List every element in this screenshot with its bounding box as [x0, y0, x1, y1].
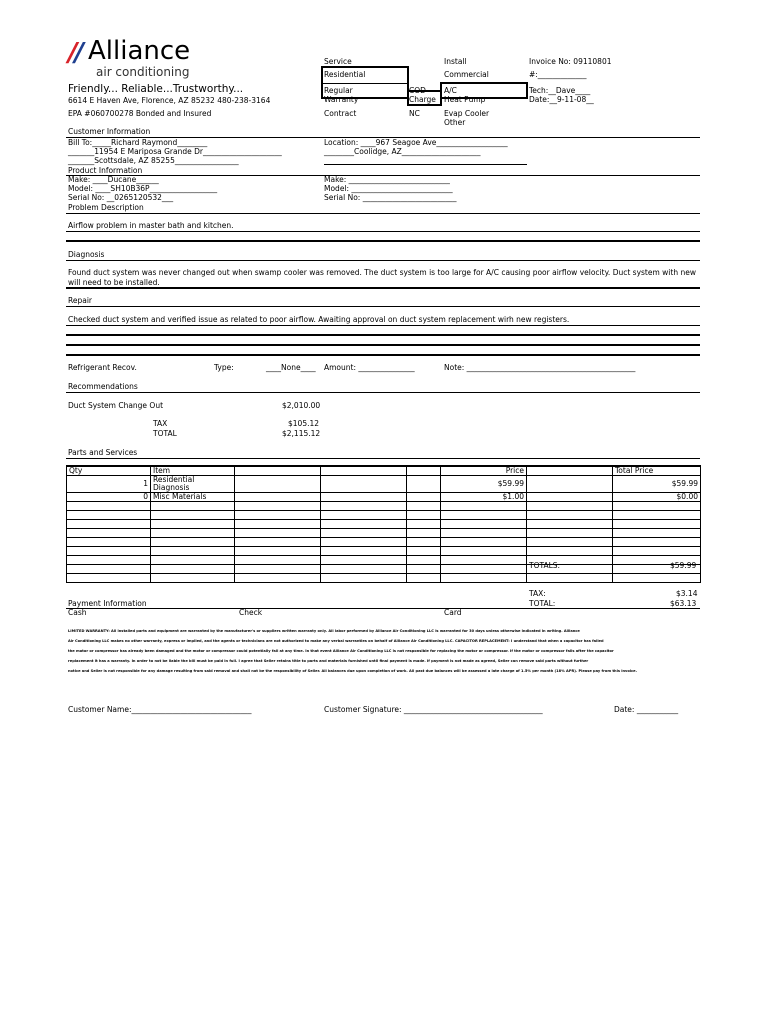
- table-row: [67, 529, 701, 538]
- parts-empty-cell: [527, 476, 613, 493]
- parts-empty-cell: [67, 538, 151, 547]
- parts-empty-cell: [67, 520, 151, 529]
- repair-text: Checked duct system and verified issue as related to poor airflow. Awaiting approval on duct system replacement wirh new registers.: [68, 315, 570, 324]
- parts-empty-cell: [151, 502, 235, 511]
- tech-field: Tech:__Dave____: [529, 86, 591, 95]
- divider: [66, 608, 700, 609]
- signature-date-field[interactable]: Date: ___________: [614, 705, 679, 714]
- invoice-number: Invoice No: 09110801: [529, 57, 612, 66]
- divider: [66, 458, 700, 459]
- parts-empty-cell: [527, 547, 613, 556]
- parts-empty-cell: [613, 538, 701, 547]
- parts-empty-cell: [151, 538, 235, 547]
- parts-total-cell: $59.99: [613, 476, 701, 493]
- payment-card[interactable]: Card: [444, 608, 462, 617]
- recommendation-total-label: TOTAL: [153, 429, 177, 438]
- parts-empty-cell: [441, 502, 527, 511]
- date-field: Date:__9-11-08__: [529, 95, 594, 104]
- diagnosis-heading: Diagnosis: [68, 250, 105, 259]
- parts-empty-cell: [67, 556, 151, 565]
- parts-empty-cell: [235, 520, 321, 529]
- model-field: Model: ____SH10B36P__________________: [68, 184, 218, 193]
- payment-cash[interactable]: Cash: [68, 608, 87, 617]
- parts-empty-cell: [613, 574, 701, 583]
- divider: [66, 260, 700, 261]
- parts-header-cell: [407, 466, 441, 476]
- parts-empty-cell: [321, 547, 407, 556]
- parts-empty-cell: [151, 547, 235, 556]
- make-field: Make: ____Ducane______: [68, 175, 159, 184]
- parts-empty-cell: [235, 493, 321, 502]
- parts-item-cell: Misc Materials: [151, 493, 235, 502]
- parts-empty-cell: [441, 511, 527, 520]
- payment-heading: Payment Information: [68, 599, 147, 608]
- parts-empty-cell: [527, 493, 613, 502]
- logo-slashes: //: [68, 38, 81, 68]
- refrigerant-type-label: Type:: [214, 363, 234, 372]
- divider: [66, 213, 700, 214]
- parts-empty-cell: [527, 538, 613, 547]
- serial2-field: Serial No: _________________________: [324, 193, 457, 202]
- parts-empty-cell: [321, 502, 407, 511]
- parts-header-cell: Price: [441, 466, 527, 476]
- problem-text: Airflow problem in master bath and kitchen.: [68, 221, 234, 230]
- nc-option[interactable]: NC: [409, 109, 420, 118]
- warranty-line5: notice and Seller is not responsible for any damage resulting from said removal and shall not be the responsibility of Seller. All balances due upon completion of work. All past due balances will be assessed a late charge of 1.5% per month (18% APR). Please pay from this invoice.: [68, 669, 637, 673]
- table-row: [67, 520, 701, 529]
- location-field: Location: ____967 Seagoe Ave___________________: [324, 138, 508, 147]
- parts-empty-cell: [407, 538, 441, 547]
- parts-empty-cell: [67, 574, 151, 583]
- parts-empty-cell: [407, 493, 441, 502]
- parts-empty-cell: [613, 520, 701, 529]
- table-row: [67, 574, 701, 583]
- parts-qty-cell: 0: [67, 493, 151, 502]
- diagnosis-line2: will need to be installed.: [68, 278, 160, 287]
- totals-label: TOTALS:: [529, 561, 561, 570]
- company-name: Alliance: [88, 36, 191, 66]
- parts-empty-cell: [613, 511, 701, 520]
- line: [66, 344, 700, 346]
- parts-empty-cell: [441, 538, 527, 547]
- parts-empty-cell: [67, 511, 151, 520]
- recommendation-item: Duct System Change Out: [68, 401, 164, 410]
- parts-empty-cell: [527, 502, 613, 511]
- parts-header-cell: Qty: [67, 466, 151, 476]
- parts-empty-cell: [151, 511, 235, 520]
- problem-heading: Problem Description: [68, 203, 144, 212]
- line: [66, 231, 700, 232]
- parts-header-cell: [321, 466, 407, 476]
- warranty-line4: replacement it has a warranty. In order to not be liable the bill must be paid in full. I agree that Seller retains title to parts and materials furnished until final payment is made. If payment is not made as agreed, Seller can remove said parts without further: [68, 659, 589, 663]
- parts-empty-cell: [407, 511, 441, 520]
- parts-empty-cell: [441, 565, 527, 574]
- evap-cooler-option[interactable]: Evap Cooler: [444, 109, 490, 118]
- parts-empty-cell: [235, 538, 321, 547]
- warranty-line3: the motor or compressor has already been damaged and the motor or compressor could potentially fail at any time. In that event Alliance Air Conditioning LLC is not responsible for replacing the motor or compressor. If the motor or compressor fails after the capacitor: [68, 649, 614, 653]
- totals-value: $59.99: [670, 561, 697, 570]
- parts-header-cell: [527, 466, 613, 476]
- refrigerant-note: Note: _____________________________________________: [444, 363, 636, 372]
- parts-empty-cell: [407, 574, 441, 583]
- tax-label: TAX:: [529, 589, 546, 598]
- parts-table: [66, 465, 701, 583]
- parts-empty-cell: [407, 565, 441, 574]
- line: [66, 334, 700, 336]
- table-row: [67, 511, 701, 520]
- parts-empty-cell: [613, 547, 701, 556]
- product-info-heading: Product Information: [68, 166, 143, 175]
- parts-qty-cell: 1: [67, 476, 151, 493]
- parts-empty-cell: [321, 538, 407, 547]
- parts-header-cell: Item: [151, 466, 235, 476]
- refrigerant-label: Refrigerant Recov.: [68, 363, 137, 372]
- parts-empty-cell: [407, 529, 441, 538]
- commercial-option[interactable]: Commercial: [444, 70, 489, 79]
- heat-pump-option[interactable]: Heat Pump: [444, 95, 486, 104]
- divider: [321, 83, 409, 84]
- parts-empty-cell: [441, 574, 527, 583]
- line: [66, 325, 700, 326]
- line: [66, 240, 700, 242]
- parts-empty-cell: [321, 476, 407, 493]
- parts-empty-cell: [321, 574, 407, 583]
- parts-empty-cell: [151, 574, 235, 583]
- company-subtitle: air conditioning: [96, 65, 190, 79]
- parts-empty-cell: [321, 556, 407, 565]
- company-tagline: Friendly... Reliable...Trustworthy...: [68, 83, 244, 95]
- parts-empty-cell: [151, 529, 235, 538]
- bill-address-line1: _______11954 E Mariposa Grande Dr_____________________: [68, 147, 282, 156]
- parts-empty-cell: [67, 565, 151, 574]
- parts-empty-cell: [235, 476, 321, 493]
- bill-address-line2: _______Scottsdale, AZ 85255_________________: [68, 156, 239, 165]
- parts-price-cell: $59.99: [441, 476, 527, 493]
- residential-option[interactable]: Residential: [324, 70, 366, 79]
- line: [66, 354, 700, 356]
- parts-empty-cell: [235, 547, 321, 556]
- parts-header-row: [67, 466, 701, 476]
- parts-empty-cell: [151, 565, 235, 574]
- parts-empty-cell: [235, 502, 321, 511]
- table-row: [67, 547, 701, 556]
- contract-option[interactable]: Contract: [324, 109, 357, 118]
- table-row: [67, 565, 701, 574]
- parts-empty-cell: [613, 529, 701, 538]
- diagnosis-line1: Found duct system was never changed out when swamp cooler was removed. The duct system is too large for A/C causing poor airflow velocity. Duct system with new: [68, 268, 696, 277]
- parts-empty-cell: [441, 556, 527, 565]
- parts-empty-cell: [441, 529, 527, 538]
- parts-empty-cell: [235, 565, 321, 574]
- cod-option[interactable]: COD: [409, 86, 426, 95]
- regular-option[interactable]: Regular: [324, 86, 353, 95]
- parts-empty-cell: [235, 529, 321, 538]
- recommendation-price: $2,010.00: [282, 401, 321, 410]
- model2-field: Model: ___________________________: [324, 184, 453, 193]
- customer-signature-field[interactable]: Customer Signature: _____________________________________: [324, 705, 543, 714]
- parts-empty-cell: [67, 547, 151, 556]
- parts-empty-cell: [527, 511, 613, 520]
- parts-empty-cell: [407, 476, 441, 493]
- charge-option[interactable]: Charge: [409, 95, 436, 104]
- parts-empty-cell: [321, 511, 407, 520]
- customer-name-field[interactable]: Customer Name:________________________________: [68, 705, 252, 714]
- recommendation-tax-label: TAX: [153, 419, 168, 428]
- bill-to-field: Bill To:_____Richard Raymond________: [68, 138, 208, 147]
- location-line3: [324, 164, 527, 165]
- parts-empty-cell: [67, 529, 151, 538]
- parts-header-cell: Total Price: [613, 466, 701, 476]
- parts-empty-cell: [321, 493, 407, 502]
- parts-empty-cell: [407, 502, 441, 511]
- line: [66, 287, 700, 289]
- parts-empty-cell: [321, 520, 407, 529]
- table-row: [67, 538, 701, 547]
- parts-empty-cell: [407, 520, 441, 529]
- parts-empty-cell: [407, 547, 441, 556]
- divider: [66, 306, 700, 307]
- refrigerant-type-value: ____None____: [266, 363, 316, 372]
- total-value: $63.13: [670, 599, 697, 608]
- location-line2: ________Coolidge, AZ_____________________: [324, 147, 481, 156]
- parts-empty-cell: [527, 529, 613, 538]
- parts-empty-cell: [151, 556, 235, 565]
- parts-empty-cell: [321, 529, 407, 538]
- other-option[interactable]: Other: [444, 118, 466, 127]
- warranty-option[interactable]: Warranty: [324, 95, 359, 104]
- parts-empty-cell: [527, 574, 613, 583]
- parts-empty-cell: [527, 520, 613, 529]
- recommendation-tax-value: $105.12: [288, 419, 320, 428]
- divider: [66, 392, 700, 393]
- total-label: TOTAL:: [529, 599, 556, 608]
- table-row: [67, 476, 701, 493]
- repair-heading: Repair: [68, 296, 93, 305]
- parts-total-cell: $0.00: [613, 493, 701, 502]
- customer-info-heading: Customer Information: [68, 127, 151, 136]
- parts-empty-cell: [151, 520, 235, 529]
- parts-empty-cell: [235, 556, 321, 565]
- tax-value: $3.14: [676, 589, 698, 598]
- parts-empty-cell: [441, 520, 527, 529]
- service-label: Service: [324, 57, 352, 66]
- parts-empty-cell: [235, 511, 321, 520]
- parts-header-cell: [235, 466, 321, 476]
- payment-check[interactable]: Check: [239, 608, 263, 617]
- parts-price-cell: $1.00: [441, 493, 527, 502]
- number-field: #:_____________: [529, 70, 587, 79]
- parts-empty-cell: [441, 547, 527, 556]
- recommendation-total-value: $2,115.12: [282, 429, 321, 438]
- parts-heading: Parts and Services: [68, 448, 138, 457]
- make2-field: Make: ___________________________: [324, 175, 450, 184]
- serial-field: Serial No: __0265120532___: [68, 193, 174, 202]
- install-label: Install: [444, 57, 467, 66]
- table-row: [67, 502, 701, 511]
- parts-empty-cell: [321, 565, 407, 574]
- table-row: [67, 493, 701, 502]
- refrigerant-amount: Amount: _______________: [324, 363, 415, 372]
- table-row: [67, 556, 701, 565]
- warranty-line2: Air Conditioning LLC makes no other warranty, express or implied, and the agents or technicians are not authorized to make any verbal warranties on behalf of Alliance Air Conditioning LLC. CAPACITOR REPLACEMENT: I understand that when a capacitor has failed: [68, 639, 604, 643]
- parts-empty-cell: [235, 574, 321, 583]
- recommendations-heading: Recommendations: [68, 382, 138, 391]
- company-epa: EPA #060700278 Bonded and Insured: [68, 109, 212, 118]
- parts-empty-cell: [407, 556, 441, 565]
- parts-item-cell: Residential Diagnosis: [151, 476, 235, 493]
- company-address: 6614 E Haven Ave, Florence, AZ 85232 480-238-3164: [68, 96, 271, 105]
- parts-empty-cell: [613, 502, 701, 511]
- parts-empty-cell: [67, 502, 151, 511]
- warranty-line1: LIMITED WARRANTY: All installed parts and equipment are warranted by the manufacturer's or suppliers written warranty only. All labor performed by Alliance Air Conditioning LLC is warranted for 30 days unless otherwise indicated in writing. Alliance: [68, 629, 580, 633]
- ac-option[interactable]: A/C: [444, 86, 457, 95]
